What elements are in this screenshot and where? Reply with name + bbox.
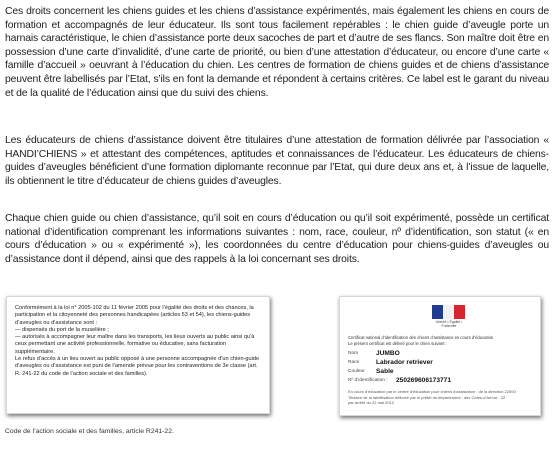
name-label: Nom	[348, 351, 359, 356]
certificate-race-row	[348, 359, 433, 366]
race-value: Labrador retriever	[376, 359, 433, 366]
certificate-header	[348, 335, 538, 347]
law-intro: Conformément à la loi n° 2005-102 du 11 février 2005 pour l’égalité des droits et des chances, la participation et la citoyenneté des personnes handicapées (articles 53 et 54), les chiens-guides d’aveugles ou d’assistance sont :	[15, 305, 254, 326]
certificate-subtitle: Le présent certificat est délivré pour le chien suivant :	[348, 341, 447, 347]
paragraph-certificate: Chaque chien guide ou chien d’assistance, qu’il soit en cours d’éducation ou qu’il soit expérimenté, possède un certificat national d’identification comprenant les informations suivantes : nom, race, couleur, nº d’identification, son statut (« en cours d’éducation » ou « expérimenté »), les coordonnées du centre d’éducation pour chiens-guides d’aveugles ou d’assistance dont il dépend, ainsi que des rappels à la loi concernant ses droits.	[5, 213, 549, 265]
certificate-name-row	[348, 350, 400, 357]
identification-certificate-card	[339, 296, 541, 416]
id-label: Nº d’identification :	[348, 378, 388, 383]
name-value: JUMBO	[376, 350, 400, 357]
certificate-label: Titulaire de la labellisation délivrée par le préfet du département : des Côtes-d’Armor - 22	[348, 394, 506, 400]
color-value: Sable	[376, 368, 394, 375]
certificate-footer	[348, 389, 538, 406]
law-notice-card	[6, 296, 270, 414]
certificate-color-row	[348, 368, 394, 375]
paragraph-rights: Ces droits concernent les chiens guides et les chiens d’assistance expérimentés, mais également les chiens en cours de formation et accompagnés de leur éducateur. Ils sont tous facilement repérables : le chien guide d’aveugle porte un harnais caractéristique, le chien d’assistance porte deux sacoches de part et d’autre de ses flancs. Son maître doit être en possession d’une carte d’invalidité, d’une carte de priorité, ou bien d’une attestation d’éducateur, ou encore d’une carte « famille d’accueil » oeuvrant à l’éducation du chien. Les centres de formation de chiens guides et de chiens d’assistance peuvent être labellisés par l’Etat, s’ils en font la demande et répondent à certains critères. Ce label est le garant du niveau et de la qualité de l’éducation ainsi que du suivi des chiens.	[5, 6, 549, 99]
id-value: 250269606173771	[396, 377, 452, 384]
certificate-centre: En cours d’éducation par le centre d’éducation pour chiens d’assistance : de la direction 22000	[348, 389, 516, 394]
paragraph-educators: Les éducateurs de chiens d’assistance doivent être titulaires d’une attestation de formation délivrée par l’association « HANDI’CHIENS » et attestant des compétences, aptitudes et connaissances de l’éducateur. Les éducateurs de chiens-guides d’aveugles bénéficient d’une formation diplomante reconnue par l’Etat, qui dure deux ans et, à l’issue de laquelle, ils obtiennent le titre d’éducateur de chiens guides d’aveugles.	[5, 135, 549, 187]
law-item-access: — autorisés à accompagner leur maître dans les transports, les lieux ouverts au public ainsi qu’à ceux permettant une activité professionnelle, formative ou éducative, sans facturation supplémentaire.	[15, 334, 255, 355]
certificate-title: Certificat national d’identification des chiens d’assistance en cours d’éducation	[348, 335, 494, 340]
certificate-id-row	[348, 377, 452, 384]
race-label: Race	[348, 360, 360, 365]
color-label: Couleur	[348, 369, 365, 374]
certificate-decree: par arrêté du 22 mai 2012	[348, 400, 395, 406]
republic-flag-logo	[432, 305, 466, 328]
source-caption: Code de l’action sociale et des familles, article R241-22.	[5, 428, 174, 435]
flag-motto: Liberté • Égalité • Fraternité	[435, 320, 463, 328]
law-closing: Le refus d’accès à un lieu ouvert au public opposé à une personne accompagnée d’un chien-guide d’aveugles ou d’assistance est puni de l’amende prévue pour les contraventions de 3e classe (art. R. 241-22 du code de l’action sociale et des familles).	[15, 356, 260, 377]
law-item-muzzle: — dispensés du port de la muselière ;	[15, 326, 109, 333]
